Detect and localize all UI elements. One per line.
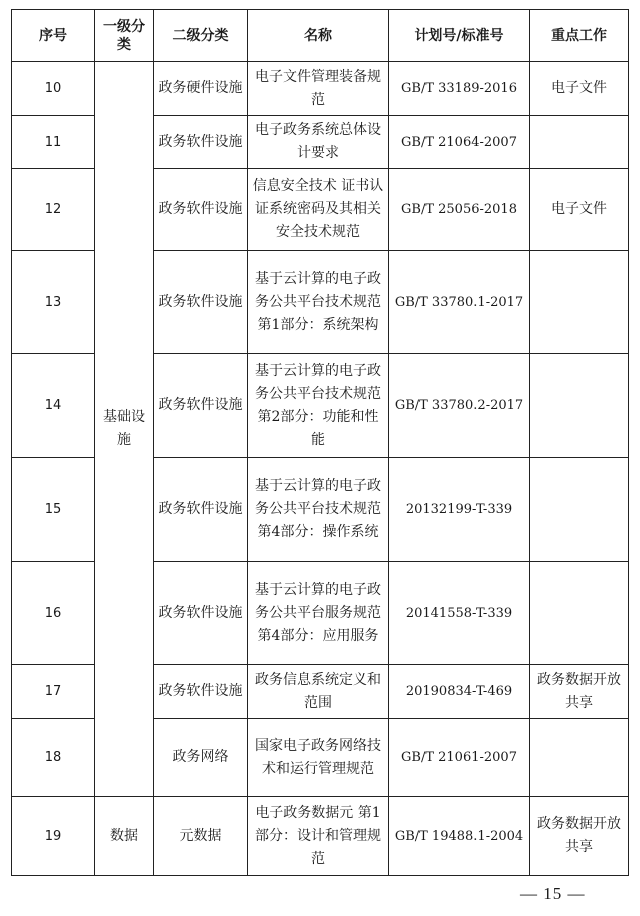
header-name: 名称 xyxy=(248,10,389,62)
header-level1: 一级分类 xyxy=(95,10,154,62)
serial-cell: 14 xyxy=(12,354,95,458)
name-cell: 信息安全技术 证书认证系统密码及其相关安全技术规范 xyxy=(248,169,389,251)
level2-cell: 政务软件设施 xyxy=(154,169,248,251)
table-header-row xyxy=(12,10,629,62)
name-cell: 基于云计算的电子政务公共平台技术规范 第2部分：功能和性能 xyxy=(248,354,389,458)
standard-cell: GB/T 33189-2016 xyxy=(389,62,530,116)
standard-cell: GB/T 21064-2007 xyxy=(389,116,530,169)
level2-cell: 政务硬件设施 xyxy=(154,62,248,116)
level2-cell: 政务软件设施 xyxy=(154,562,248,665)
level2-cell: 政务软件设施 xyxy=(154,251,248,354)
table-row xyxy=(12,797,629,876)
standard-cell: 20141558-T-339 xyxy=(389,562,530,665)
serial-cell: 18 xyxy=(12,719,95,797)
focus-cell xyxy=(530,719,629,797)
standard-cell: GB/T 25056-2018 xyxy=(389,169,530,251)
serial-cell: 19 xyxy=(12,797,95,876)
focus-cell xyxy=(530,251,629,354)
name-cell: 电子政务系统总体设计要求 xyxy=(248,116,389,169)
header-standard-no: 计划号/标准号 xyxy=(389,10,530,62)
header-focus: 重点工作 xyxy=(530,10,629,62)
name-cell: 基于云计算的电子政务公共平台技术规范 第1部分：系统架构 xyxy=(248,251,389,354)
level2-cell: 元数据 xyxy=(154,797,248,876)
standard-cell: GB/T 33780.1-2017 xyxy=(389,251,530,354)
level2-cell: 政务软件设施 xyxy=(154,354,248,458)
level1-cell: 基础设施 xyxy=(95,62,154,797)
serial-cell: 11 xyxy=(12,116,95,169)
standard-cell: GB/T 33780.2-2017 xyxy=(389,354,530,458)
level2-cell: 政务网络 xyxy=(154,719,248,797)
focus-cell: 电子文件 xyxy=(530,169,629,251)
focus-cell: 电子文件 xyxy=(530,62,629,116)
header-serial: 序号 xyxy=(12,10,95,62)
level1-cell: 数据 xyxy=(95,797,154,876)
standard-cell: 20132199-T-339 xyxy=(389,458,530,562)
name-cell: 基于云计算的电子政务公共平台服务规范 第4部分：应用服务 xyxy=(248,562,389,665)
level2-cell: 政务软件设施 xyxy=(154,458,248,562)
focus-cell: 政务数据开放共享 xyxy=(530,797,629,876)
serial-cell: 13 xyxy=(12,251,95,354)
level2-cell: 政务软件设施 xyxy=(154,116,248,169)
name-cell: 电子政务数据元 第1部分：设计和管理规范 xyxy=(248,797,389,876)
standard-cell: GB/T 21061-2007 xyxy=(389,719,530,797)
focus-cell xyxy=(530,562,629,665)
focus-cell xyxy=(530,458,629,562)
serial-cell: 16 xyxy=(12,562,95,665)
level2-cell: 政务软件设施 xyxy=(154,665,248,719)
serial-cell: 15 xyxy=(12,458,95,562)
name-cell: 国家电子政务网络技术和运行管理规范 xyxy=(248,719,389,797)
focus-cell: 政务数据开放共享 xyxy=(530,665,629,719)
serial-cell: 10 xyxy=(12,62,95,116)
name-cell: 政务信息系统定义和范围 xyxy=(248,665,389,719)
standards-table xyxy=(11,9,629,876)
focus-cell xyxy=(530,116,629,169)
header-level2: 二级分类 xyxy=(154,10,248,62)
standard-cell: 20190834-T-469 xyxy=(389,665,530,719)
focus-cell xyxy=(530,354,629,458)
serial-cell: 12 xyxy=(12,169,95,251)
table-row xyxy=(12,62,629,116)
serial-cell: 17 xyxy=(12,665,95,719)
page-number: — 15 — xyxy=(520,884,586,903)
standard-cell: GB/T 19488.1-2004 xyxy=(389,797,530,876)
name-cell: 电子文件管理装备规范 xyxy=(248,62,389,116)
name-cell: 基于云计算的电子政务公共平台技术规范 第4部分：操作系统 xyxy=(248,458,389,562)
